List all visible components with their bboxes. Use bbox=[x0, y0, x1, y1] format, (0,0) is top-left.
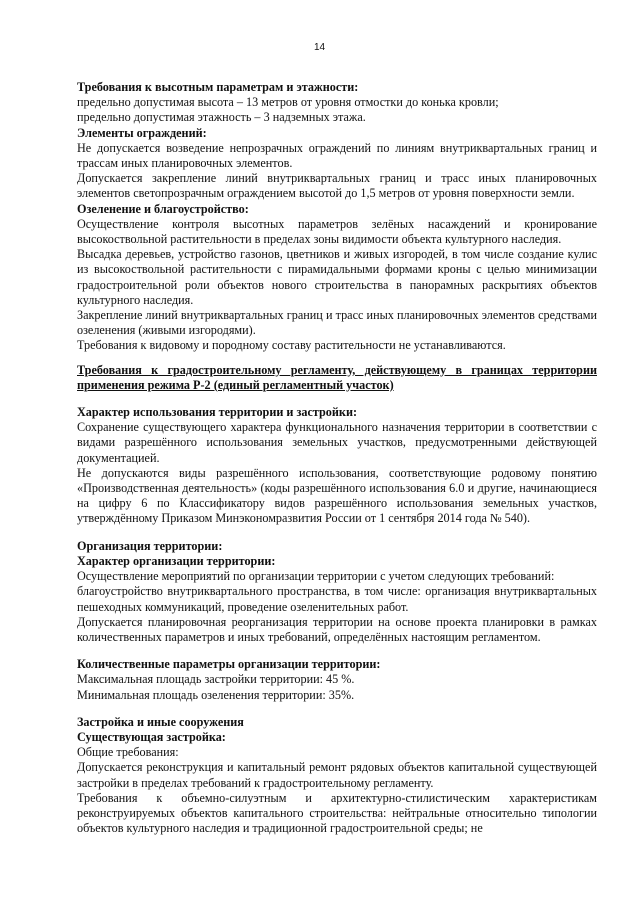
paragraph: Допускается планировочная реорганизация территории на основе проекта планировки в рамках количественных параметров и иных требований, определённых настоящим регламентом. bbox=[77, 614, 597, 644]
section-heading-regulation-r2: Требования к градостроительному регламенту, действующему в границах территории применения режима Р-2 (единый регламентный участок) bbox=[77, 362, 597, 392]
paragraph: Высадка деревьев, устройство газонов, цветников и живых изгородей, в том числе создание кулис из высокоствольной растительности с пирамидальными формами кроны с целью минимизации градостроительной роли объектов нового строительства в панорамных раскрытиях объектов культурного наследия. bbox=[77, 247, 597, 307]
paragraph: Требования к видовому и породному составу растительности не устанавливаются. bbox=[77, 338, 506, 353]
section-heading-height-requirements: Требования к высотным параметрам и этажности: bbox=[77, 80, 359, 94]
section-heading-fences: Элементы ограждений: bbox=[77, 125, 207, 140]
paragraph: Требования к объемно-силуэтным и архитектурно-стилистическим характеристикам реконструируемых объектов капитального строительства: нейтральные относительно типологии объектов культурного наследия и традиционной градостроительной среды; не bbox=[77, 790, 597, 836]
paragraph: Не допускаются виды разрешённого использования, соответствующие родовому понятию «Производственная деятельность» (коды разрешённого использования 6.0 и другие, начинающиеся на цифру 6 по Классификатору видов разрешённого использования земельных участков, утверждённому Приказом Минэкономразвития России от 1 сентября 2014 года № 540). bbox=[77, 465, 597, 526]
paragraph: Осуществление контроля высотных параметров зелёных насаждений и кронирование высокоствольной растительности в пределах зоны видимости объекта культурного наследия. bbox=[77, 216, 597, 247]
subsection-heading-organization-character: Характер организации территории: bbox=[77, 553, 276, 568]
paragraph: Общие требования: bbox=[77, 745, 179, 760]
paragraph: Сохранение существующего характера функционального назначения территории в соответствии с видами разрешённого использования земельных участков, предусмотренными действующей документацией. bbox=[77, 420, 597, 465]
paragraph: Закрепление линий внутриквартальных границ и трасс иных планировочных элементов средствами озеленения (живыми изгородями). bbox=[77, 308, 597, 338]
paragraph: Допускается реконструкция и капитальный ремонт рядовых объектов капитальной существующей застройки в пределах требований к градостроительному регламенту. bbox=[77, 760, 597, 790]
section-heading-quantitative-parameters: Количественные параметры организации территории: bbox=[77, 657, 381, 672]
section-heading-land-use: Характер использования территории и застройки: bbox=[77, 405, 358, 420]
paragraph: Максимальная площадь застройки территории: 45 %. bbox=[77, 672, 355, 687]
page-number: 14 bbox=[313, 42, 326, 53]
document-body bbox=[77, 80, 597, 836]
subsection-heading-existing-buildings: Существующая застройка: bbox=[77, 729, 226, 744]
paragraph: Не допускается возведение непрозрачных ограждений по линиям внутриквартальных границ и трассам иных планировочных элементов. bbox=[77, 140, 597, 171]
paragraph: предельно допустимая этажность – 3 надземных этажа. bbox=[77, 110, 366, 125]
paragraph: Минимальная площадь озеленения территории: 35%. bbox=[77, 687, 355, 702]
paragraph: предельно допустимая высота – 13 метров от уровня отмостки до конька кровли; bbox=[77, 95, 499, 110]
section-heading-buildings: Застройка и иные сооружения bbox=[77, 714, 244, 729]
paragraph: Осуществление мероприятий по организации территории с учетом следующих требований: bbox=[77, 569, 555, 584]
paragraph: Допускается закрепление линий внутриквартальных границ и трасс иных планировочных элементов светопрозрачным ограждением высотой до 1,5 метров от уровня поверхности земли. bbox=[77, 171, 597, 201]
section-heading-territory-organization: Организация территории: bbox=[77, 538, 223, 553]
paragraph: благоустройство внутриквартального пространства, в том числе: организация внутриквартальных пешеходных коммуникаций, проведение озеленительных работ. bbox=[77, 584, 597, 614]
section-heading-landscaping: Озеленение и благоустройство: bbox=[77, 201, 249, 216]
